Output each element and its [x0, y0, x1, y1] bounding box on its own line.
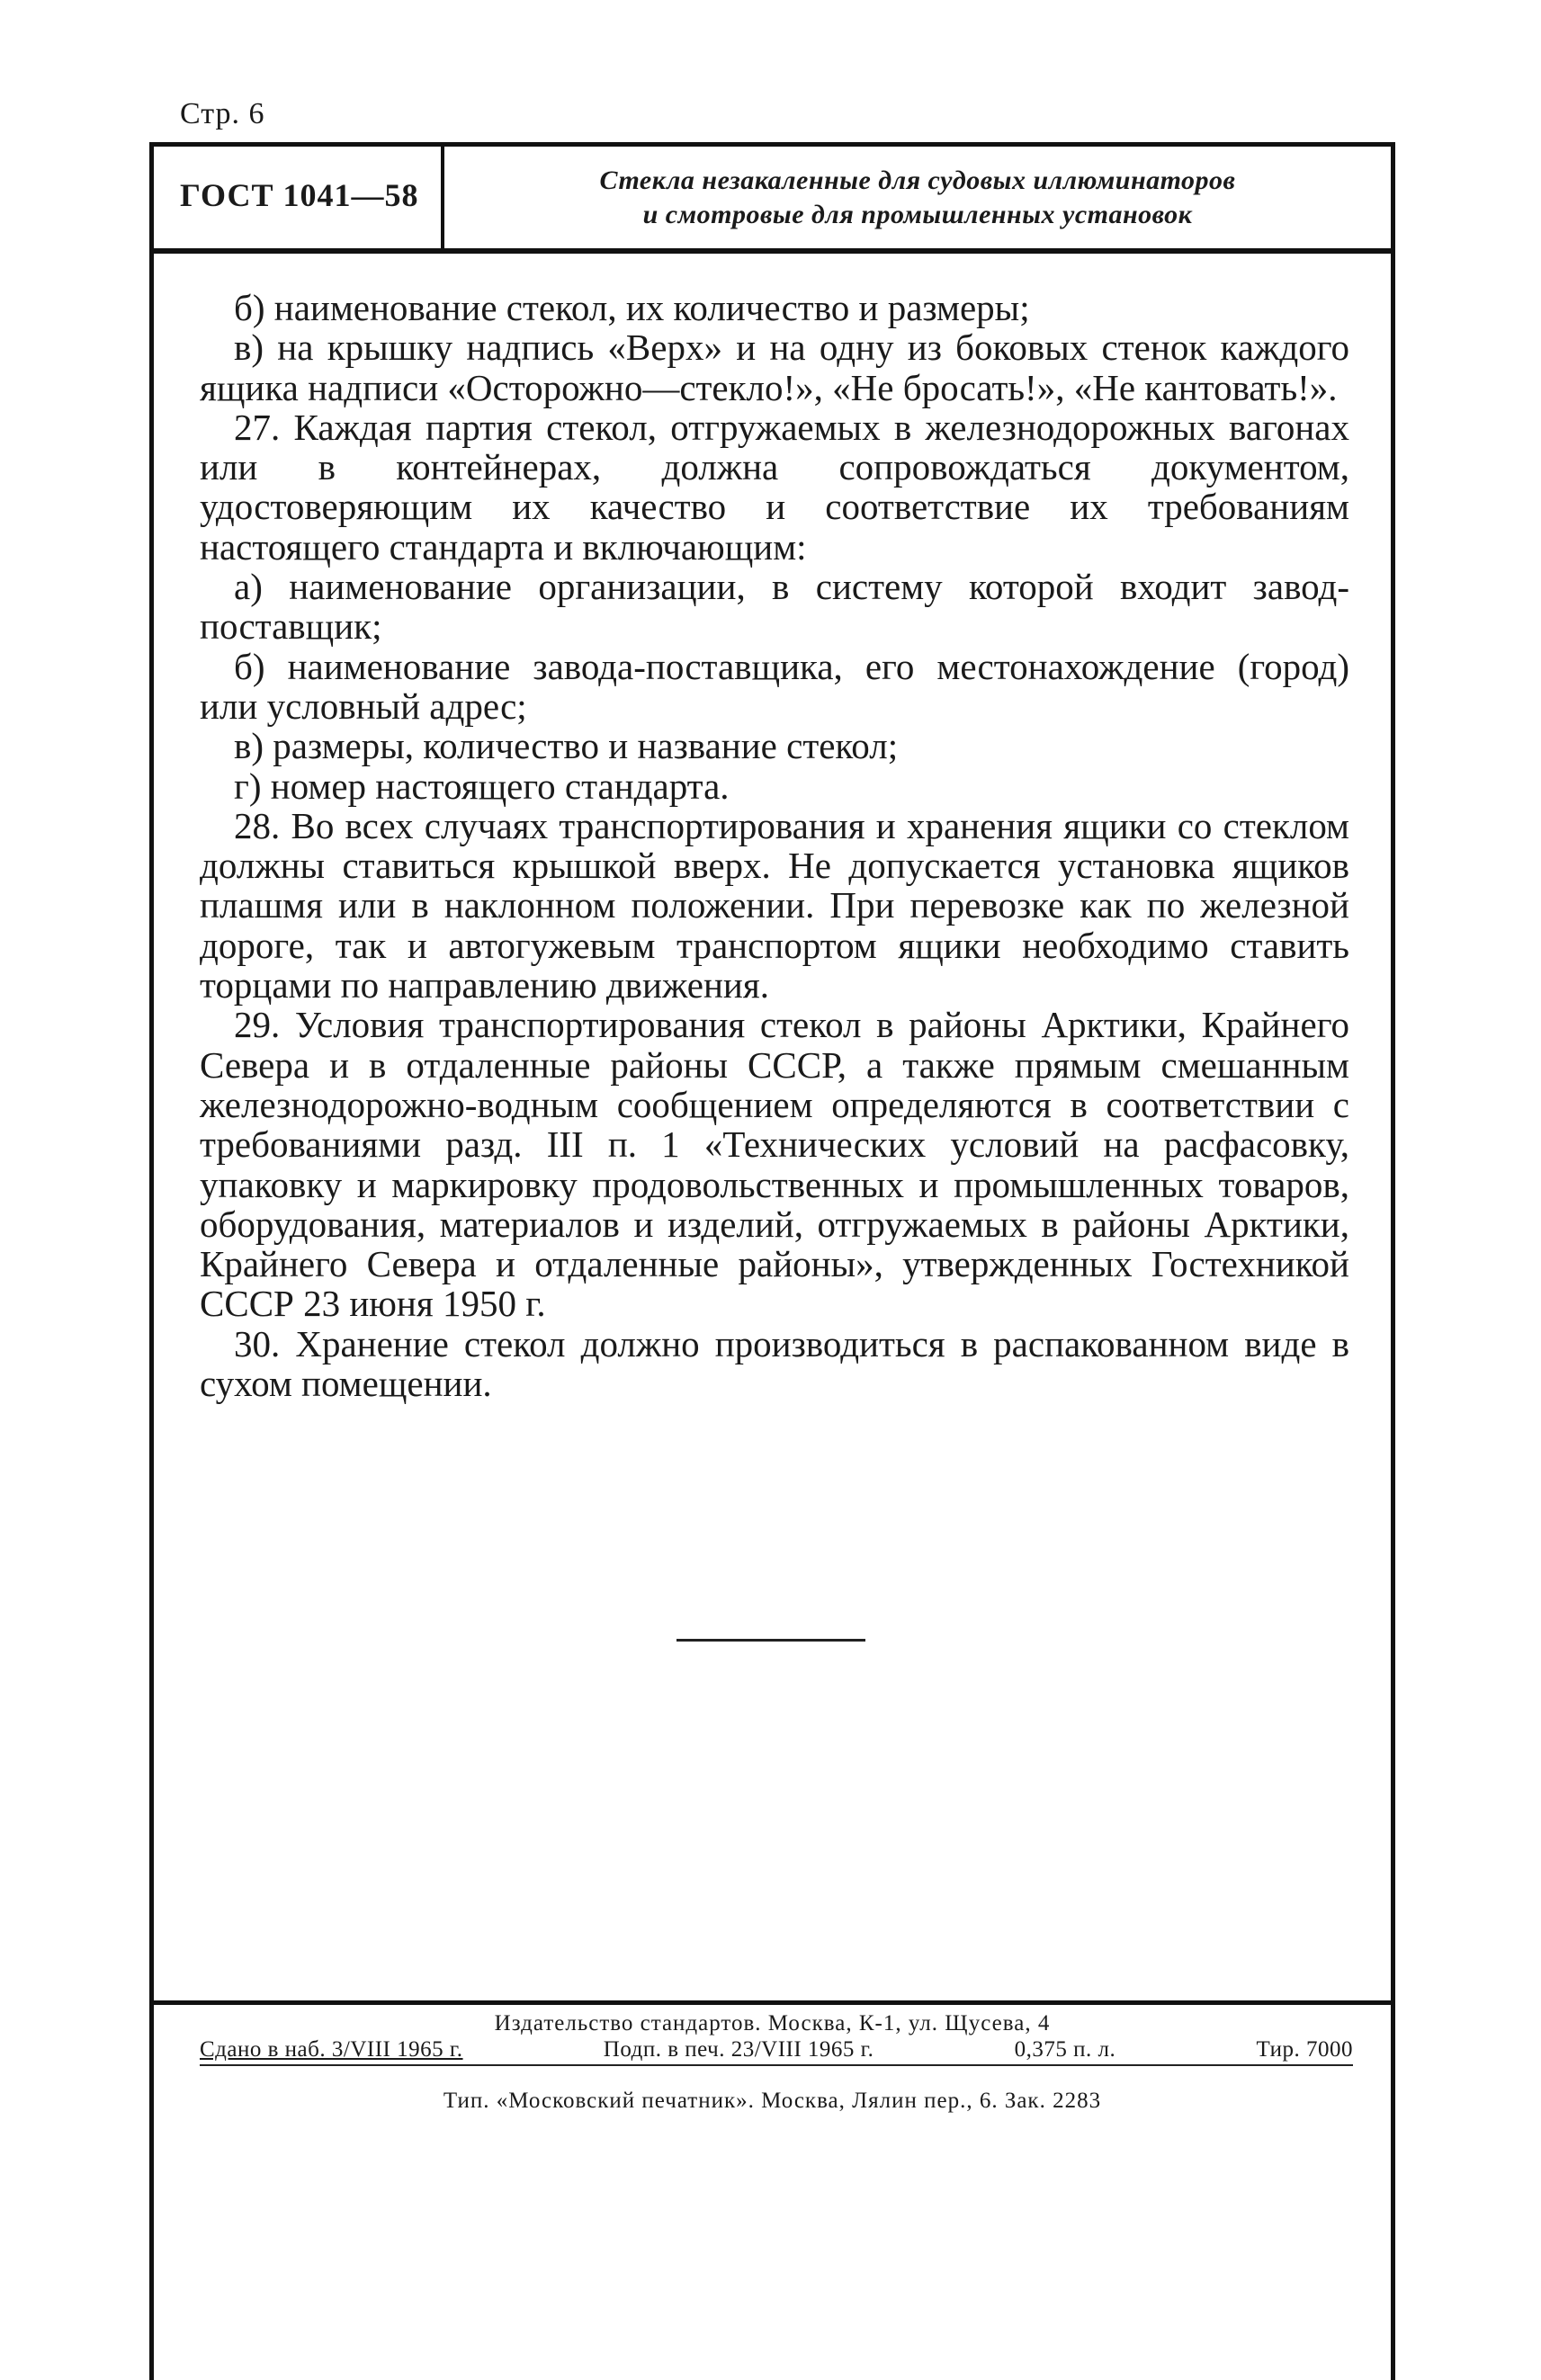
gost-code: ГОСТ 1041—58	[180, 177, 419, 213]
footer-rule	[149, 2000, 1395, 2005]
paragraph-28: 28. Во всех случаях транспортирования и хранения ящики со стеклом должны ставиться крышкой вверх. Не допускается установка ящиков плашмя или в наклонном положении. При перевозке как по железной дороге, так и автогужевым транспортом ящики необходимо ставить торцами по направлению движения.	[200, 804, 1349, 1007]
paragraph-27: 27. Каждая партия стекол, отгружаемых в железнодорожных вагонах или в контейнерах, должна сопровождаться документом, удостоверяющим их качество и соответствие их требованиям настоящего стандарта и включающим:	[200, 406, 1349, 568]
standard-title	[450, 164, 1385, 232]
footer-imprint-line	[200, 2037, 1353, 2066]
standard-title-line-2: и смотровые для промышленных установок	[642, 200, 1193, 229]
paragraph-item-b: б) наименование стекол, их количество и размеры;	[234, 287, 1030, 328]
standard-title-line-1: Стекла незакаленные для судовых иллюминаторов	[599, 166, 1236, 195]
paragraph-27-a: а) наименование организации, в систему которой входит завод-поставщик;	[200, 566, 1349, 648]
footer-sdano: Сдано в наб. 3/VIII 1965 г.	[200, 2037, 463, 2062]
footer-podp: Подп. в печ. 23/VIII 1965 г.	[603, 2037, 874, 2062]
header-divider	[441, 147, 444, 248]
paragraph-27-v: в) размеры, количество и название стекол;	[234, 725, 899, 767]
footer-printer: Тип. «Московский печатник». Москва, Лялин пер., 6. Зак. 2283	[443, 2089, 1102, 2113]
paragraph-item-v: в) на крышку надпись «Верх» и на одну из боковых стенок каждого ящика надписи «Осторожно—стекло!», «Не бросать!», «Не кантовать!».	[200, 327, 1349, 408]
body-text	[200, 288, 1349, 1403]
footer-publisher: Издательство стандартов. Москва, К-1, ул. Щусева, 4	[494, 2011, 1051, 2036]
footer-volume: 0,375 п. л.	[1014, 2037, 1116, 2062]
paragraph-30: 30. Хранение стекол должно производиться в распакованном виде в сухом помещении.	[200, 1322, 1349, 1405]
paragraph-29: 29. Условия транспортирования стекол в районы Арктики, Крайнего Севера и в отдаленные районы СССР, а также прямым смешанным железнодорожно-водным сообщением определяются в соответствии с требованиями разд. III п. 1 «Технических условий на расфасовку, упаковку и маркировку продовольственных и промышленных товаров, оборудования, материалов и изделий, отгружаемых в районы Арктики, Крайнего Севера и отдаленные районы», утвержденных Гостехникой СССР 23 июня 1950 г.	[200, 1004, 1349, 1325]
section-separator	[676, 1639, 865, 1642]
header-top-rule	[149, 142, 1395, 147]
page-number: Стр. 6	[180, 97, 265, 130]
footer-tirazh: Тир. 7000	[1256, 2037, 1353, 2062]
paragraph-27-b: б) наименование завода-поставщика, его местонахождение (город) или условный адрес;	[200, 645, 1349, 727]
header-bottom-rule	[149, 248, 1395, 254]
paragraph-27-g: г) номер настоящего стандарта.	[234, 765, 730, 807]
